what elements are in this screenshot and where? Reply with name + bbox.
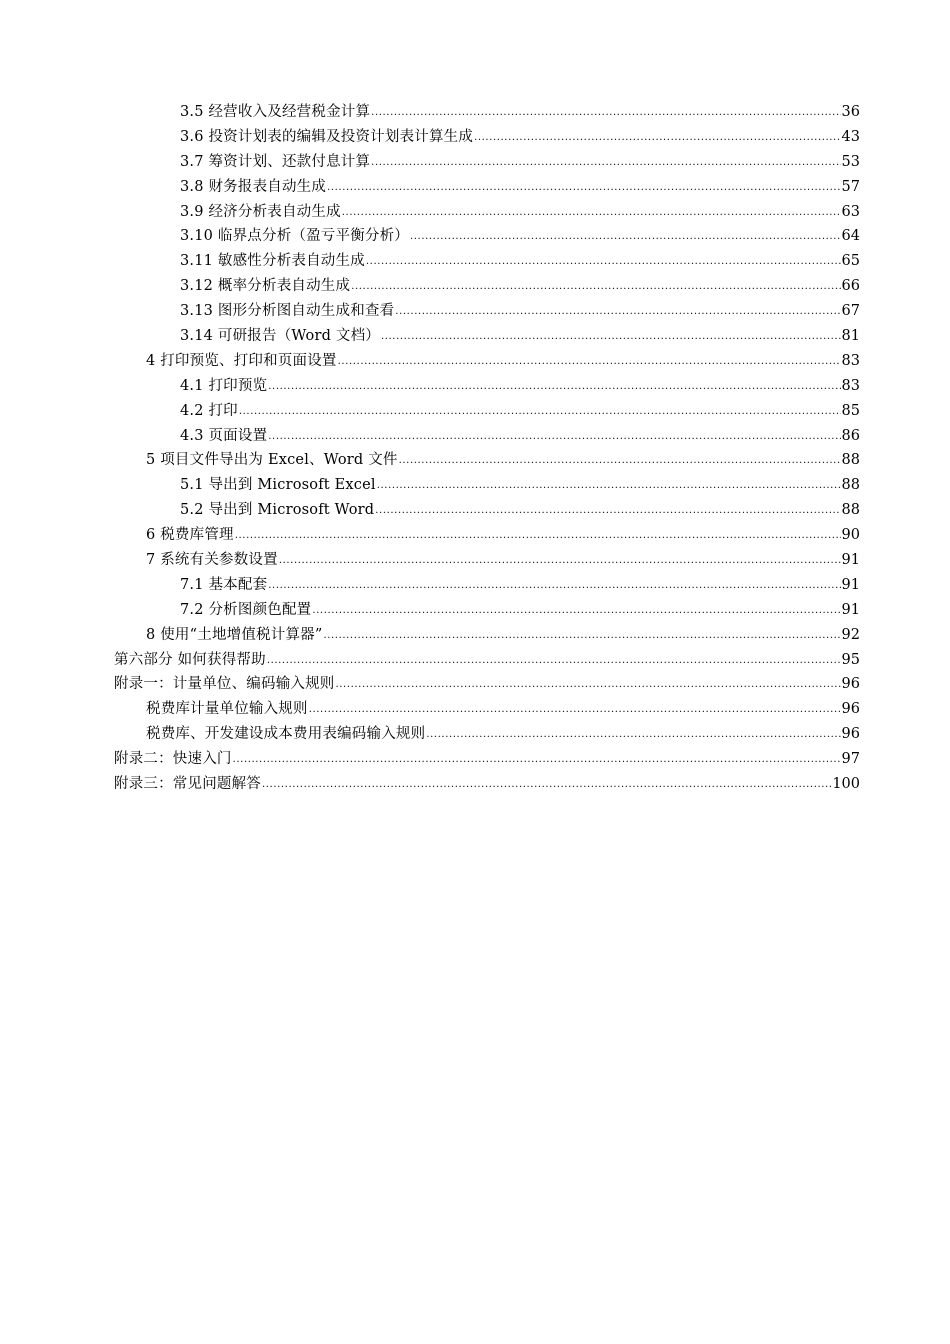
toc-entry[interactable] — [114, 623, 860, 648]
toc-dot-leader — [375, 499, 840, 524]
toc-dot-leader — [395, 300, 840, 325]
toc-page-number: 97 — [841, 751, 860, 768]
toc-page-number: 81 — [841, 328, 860, 345]
toc-entry[interactable] — [114, 175, 860, 200]
toc-dot-leader — [279, 549, 841, 574]
toc-entry[interactable] — [114, 648, 860, 673]
toc-dot-leader — [474, 126, 840, 151]
toc-dot-leader — [312, 599, 840, 624]
toc-dot-leader — [336, 673, 841, 698]
toc-entry[interactable] — [114, 200, 860, 225]
toc-dot-leader — [377, 474, 841, 499]
toc-entry[interactable] — [114, 747, 860, 772]
toc-entry-title: 3.9 经济分析表自动生成 — [180, 203, 341, 220]
toc-entry-title: 5.1 导出到 Microsoft Excel — [180, 477, 376, 494]
toc-entry-title: 3.11 敏感性分析表自动生成 — [180, 253, 365, 270]
toc-entry[interactable] — [114, 697, 860, 722]
toc-page-number: 67 — [841, 303, 860, 320]
toc-entry-title: 附录二：快速入门 — [114, 751, 232, 768]
toc-page-number: 91 — [841, 576, 860, 593]
toc-entry[interactable] — [114, 374, 860, 399]
toc-dot-leader — [268, 375, 840, 400]
toc-entry[interactable] — [114, 224, 860, 249]
toc-entry[interactable] — [114, 772, 860, 797]
toc-dot-leader — [267, 649, 841, 674]
toc-dot-leader — [381, 325, 841, 350]
toc-dot-leader — [351, 275, 840, 300]
toc-dot-leader — [323, 624, 840, 649]
toc-page-number: 65 — [841, 253, 860, 270]
toc-page-number: 88 — [841, 452, 860, 469]
toc-entry-title: 附录三：常见问题解答 — [114, 776, 261, 793]
toc-entry-title: 第六部分 如何获得帮助 — [114, 651, 266, 668]
toc-page-number: 91 — [841, 601, 860, 618]
toc-page-number: 83 — [841, 377, 860, 394]
toc-page-number: 86 — [841, 427, 860, 444]
toc-dot-leader — [262, 773, 831, 798]
toc-page-number: 85 — [841, 402, 860, 419]
toc-page-number: 96 — [841, 701, 860, 718]
toc-entry[interactable] — [114, 150, 860, 175]
toc-entry-title: 3.6 投资计划表的编辑及投资计划表计算生成 — [180, 128, 474, 145]
toc-dot-leader — [327, 176, 840, 201]
toc-page-number: 43 — [841, 128, 860, 145]
toc-entry[interactable] — [114, 548, 860, 573]
toc-entry[interactable] — [114, 598, 860, 623]
toc-page-number: 64 — [841, 228, 860, 245]
toc-entry[interactable] — [114, 722, 860, 747]
toc-page-number: 92 — [841, 626, 860, 643]
toc-entry-title: 3.8 财务报表自动生成 — [180, 178, 327, 195]
toc-entry-title: 税费库、开发建设成本费用表编码输入规则 — [146, 726, 426, 743]
toc-page-number: 91 — [841, 552, 860, 569]
toc-entry-title: 4.2 打印 — [180, 402, 238, 419]
toc-entry-title: 4 打印预览、打印和页面设置 — [146, 352, 337, 369]
toc-dot-leader — [268, 425, 840, 450]
toc-entry[interactable] — [114, 100, 860, 125]
toc-page-number: 53 — [841, 153, 860, 170]
toc-page-number: 57 — [841, 178, 860, 195]
toc-dot-leader — [342, 201, 841, 226]
toc-dot-leader — [399, 449, 841, 474]
toc-entry-title: 3.14 可研报告（Word 文档） — [180, 328, 380, 345]
toc-page-number: 96 — [841, 676, 860, 693]
toc-page-number: 96 — [841, 726, 860, 743]
toc-entry[interactable] — [114, 498, 860, 523]
toc-entry-title: 3.10 临界点分析（盈亏平衡分析） — [180, 228, 409, 245]
toc-entry[interactable] — [114, 125, 860, 150]
toc-entry[interactable] — [114, 299, 860, 324]
toc-dot-leader — [371, 151, 840, 176]
toc-entry-title: 5 项目文件导出为 Excel、Word 文件 — [146, 452, 398, 469]
toc-dot-leader — [235, 524, 841, 549]
toc-page-number: 66 — [841, 278, 860, 295]
toc-entry-title: 附录一：计量单位、编码输入规则 — [114, 676, 335, 693]
toc-dot-leader — [338, 350, 841, 375]
toc-dot-leader — [366, 250, 841, 275]
toc-entry[interactable] — [114, 349, 860, 374]
toc-entry[interactable] — [114, 324, 860, 349]
toc-entry-title: 3.5 经营收入及经营税金计算 — [180, 104, 371, 120]
toc-page-number: 88 — [841, 502, 860, 519]
toc-entry[interactable] — [114, 672, 860, 697]
toc-entry-title: 5.2 导出到 Microsoft Word — [180, 502, 375, 519]
toc-page-number: 100 — [832, 776, 860, 793]
toc-entry[interactable] — [114, 473, 860, 498]
toc-dot-leader — [371, 101, 840, 126]
toc-entry-title: 3.12 概率分析表自动生成 — [180, 278, 351, 295]
toc-entry-title: 4.1 打印预览 — [180, 377, 268, 394]
table-of-contents — [114, 100, 860, 797]
toc-page-number: 36 — [841, 104, 860, 120]
toc-entry-title: 3.13 图形分析图自动生成和查看 — [180, 303, 395, 320]
toc-dot-leader — [239, 400, 841, 425]
toc-entry-title: 3.7 筹资计划、还款付息计算 — [180, 153, 371, 170]
toc-page-number: 63 — [841, 203, 860, 220]
toc-entry-title: 6 税费库管理 — [146, 527, 234, 544]
toc-dot-leader — [309, 698, 841, 723]
toc-entry[interactable] — [114, 573, 860, 598]
toc-entry-title: 7.2 分析图颜色配置 — [180, 601, 312, 618]
toc-dot-leader — [268, 574, 840, 599]
toc-entry[interactable] — [114, 448, 860, 473]
toc-entry[interactable] — [114, 523, 860, 548]
toc-entry-title: 税费库计量单位输入规则 — [146, 701, 308, 718]
toc-page-number: 83 — [841, 352, 860, 369]
toc-entry[interactable] — [114, 399, 860, 424]
toc-dot-leader — [233, 748, 841, 773]
toc-page-number: 95 — [841, 651, 860, 668]
toc-entry[interactable] — [114, 249, 860, 274]
toc-dot-leader — [410, 225, 841, 250]
toc-entry-title: 8 使用“土地增值税计算器” — [146, 626, 323, 643]
toc-page-number: 90 — [841, 527, 860, 544]
toc-entry-title: 7 系统有关参数设置 — [146, 552, 278, 569]
toc-page-number: 88 — [841, 477, 860, 494]
toc-entry-title: 4.3 页面设置 — [180, 427, 268, 444]
toc-entry[interactable] — [114, 424, 860, 449]
toc-entry[interactable] — [114, 274, 860, 299]
toc-dot-leader — [426, 723, 840, 748]
toc-entry-title: 7.1 基本配套 — [180, 576, 268, 593]
